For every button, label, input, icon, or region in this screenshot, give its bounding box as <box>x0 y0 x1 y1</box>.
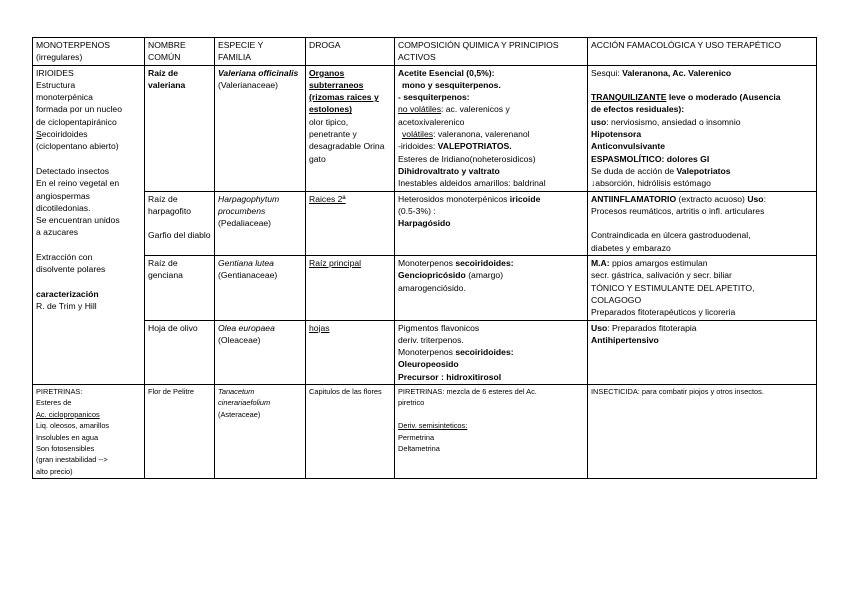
header-accion: ACCIÓN FAMACOLÓGICA Y USO TERAPÉTICO <box>588 38 817 66</box>
row-genciana <box>33 256 817 320</box>
header-monoterpenos: MONOTERPENOS (irregulares) <box>33 38 145 66</box>
valeriana-composicion: Acetite Esencial (0,5%): mono y sesquiterpenos. - sesquiterpenos: no volátiles: ac. valerenicos y acetoxivalerenico volátiles: valeranona, valerenanol -iridoides: VALEPOTRIATOS. Esteres de Iridiano(noheterosidicos) Dihidrovaltrato y valtrato Inestables aldeidos amarillos: baldrinal <box>395 65 588 191</box>
harpagofito-composicion: Heterosidos monoterpénicos iricoide (0.5-3%) : Harpagósido <box>395 191 588 255</box>
valeriana-nombre-comun: Raíz de valeriana <box>145 65 215 191</box>
iridoides-description: IRIOIDES Estructura monoterpénica formada por un nucleo de ciclopentapiránico Secoiridoides (ciclopentano abierto) Detectado insectos En el reino vegetal en angiospermas dicotiledonias. Se encuentran unidos a azucares Extracción con disolvente polares caracterización R. de Trim y Hill <box>33 65 145 384</box>
harpagofito-especie: Harpagophytum procumbens (Pedaliaceae) <box>215 191 306 255</box>
genciana-accion: M.A: ppios amargos estimulan secr. gástrica, salivación y secr. biliar TÓNICO Y ESTIMULANTE DEL APETITO, COLAGOGO Preparados fitoterapéuticos y licoreria <box>588 256 817 320</box>
genciana-especie: Gentiana lutea (Gentianaceae) <box>215 256 306 320</box>
olivo-nombre-comun: Hoja de olivo <box>145 320 215 384</box>
header-droga: DROGA <box>306 38 395 66</box>
header-especie-familia: ESPECIE Y FAMILIA <box>215 38 306 66</box>
header-row <box>33 38 817 66</box>
piretrinas-especie: Tanacetum cinerariaefolium (Asteraceae) <box>215 385 306 479</box>
valeriana-droga: Organos subterraneos (rizomas raices y estolones) olor tipico, penetrante y desagradable Orina gato <box>306 65 395 191</box>
piretrinas-accion: INSECTICIDA: para combatir piojos y otros insectos. <box>588 385 817 479</box>
header-nombre-comun: NOMBRE COMÚN <box>145 38 215 66</box>
row-harpagofito <box>33 191 817 255</box>
harpagofito-droga: Raices 2ª <box>306 191 395 255</box>
genciana-droga: Raíz principal <box>306 256 395 320</box>
row-piretrinas <box>33 385 817 479</box>
valeriana-accion: Sesqui: Valeranona, Ac. Valerenico TRANQUILIZANTE leve o moderado (Ausencia de efectos residuales): uso: nerviosismo, ansiedad o insomnio Hipotensora Anticonvulsivante ESPASMOLÍTICO: dolores GI Se duda de acción de Valepotriatos ↓absorción, hidrólisis estómago <box>588 65 817 191</box>
olivo-especie: Olea europaea (Oleaceae) <box>215 320 306 384</box>
piretrinas-droga: Capitulos de las flores <box>306 385 395 479</box>
harpagofito-accion: ANTIINFLAMATORIO (extracto acuoso) Uso: Procesos reumáticos, artritis o infl. articulares Contraindicada en úlcera gastroduodenal, diabetes y embarazo <box>588 191 817 255</box>
genciana-composicion: Monoterpenos secoiridoides: Genciopricósido (amargo) amarogenciósido. <box>395 256 588 320</box>
monoterpenos-table <box>32 37 817 479</box>
piretrinas-nombre-comun: Flor de Pelitre <box>145 385 215 479</box>
piretrinas-composicion: PIRETRINAS: mezcla de 6 esteres del Ac. piretrico Deriv. semisinteticos: Permetrina Deltametrina <box>395 385 588 479</box>
row-valeriana <box>33 65 817 191</box>
valeriana-especie: Valeriana officinalis (Valerianaceae) <box>215 65 306 191</box>
piretrinas-description: PIRETRINAS: Esteres de Ac. ciclopropanicos Liq. oleosos, amarillos Insolubles en agua Son fotosensibles (gran inestabilidad --> alto precio) <box>33 385 145 479</box>
olivo-composicion: Pigmentos flavonicos deriv. triterpenos. Monoterpenos secoiridoides: Oleuropeosido Precursor : hidroxitirosol <box>395 320 588 384</box>
olivo-accion: Uso: Preparados fitoterapia Antihipertensivo <box>588 320 817 384</box>
header-composicion: COMPOSICIÓN QUIMICA Y PRINCIPIOS ACTIVOS <box>395 38 588 66</box>
harpagofito-nombre-comun: Raíz de harpagofito Garfio del diablo <box>145 191 215 255</box>
olivo-droga: hojas <box>306 320 395 384</box>
row-olivo <box>33 320 817 384</box>
genciana-nombre-comun: Raíz de genciana <box>145 256 215 320</box>
